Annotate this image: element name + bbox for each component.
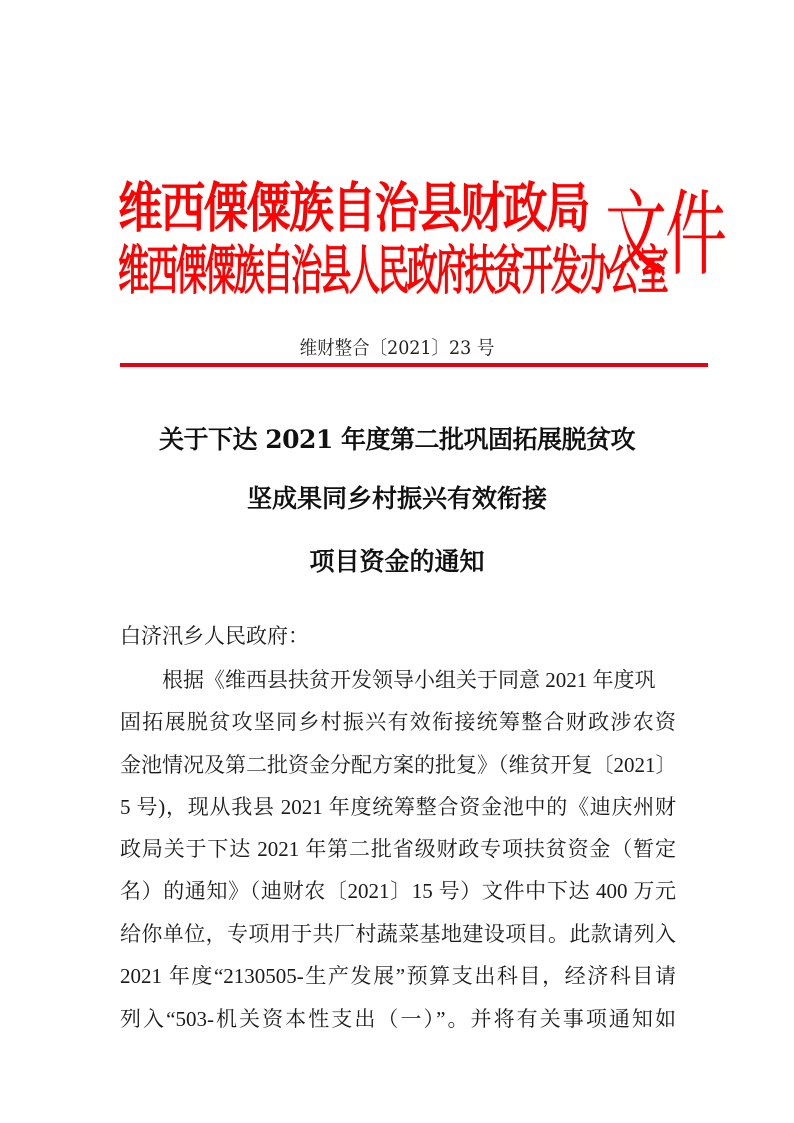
paragraph-line: 政局关于下达 2021 年第二批省级财政专项扶贫资金（暂定 <box>120 837 676 861</box>
paragraph-line: 固拓展脱贫攻坚同乡村振兴有效衔接统筹整合财政涉农资 <box>120 710 676 734</box>
paragraph-line: 给你单位，专项用于共厂村蔬菜基地建设项目。此款请列入 <box>120 922 676 946</box>
title-line-1: 关于下达 2021 年度第二批巩固拓展脱贫攻 <box>159 425 635 454</box>
paragraph-line: 根据《维西县扶贫开发领导小组关于同意 2021 年度巩 <box>120 668 656 692</box>
paragraph-line: 列入“503-机关资本性支出（一）”。并将有关事项通知如 <box>120 1007 676 1031</box>
title-line-3: 项目资金的通知 <box>309 547 485 576</box>
document-header <box>118 163 726 302</box>
salutation: 白济汛乡人民政府： <box>120 624 309 648</box>
issuer-poverty-office: 维西傈僳族自治县人民政府扶贫开发办公室 <box>118 239 667 302</box>
paragraph-line: 5 号)，现从我县 2021 年度统筹整合资金池中的《迪庆州财 <box>120 795 676 819</box>
paragraph-line: 金池情况及第二批资金分配方案的批复》（维贫开复〔2021〕 <box>120 753 677 777</box>
paragraph-line: 名）的通知》（迪财农〔2021〕15 号）文件中下达 400 万元 <box>120 879 676 903</box>
document-type-label: 文件 <box>605 179 726 289</box>
document-number: 维财整合〔2021〕23 号 <box>299 337 495 359</box>
title-line-2: 坚成果同乡村振兴有效衔接 <box>246 484 547 513</box>
red-divider-rule <box>120 363 708 367</box>
paragraph-line: 2021 年度“2130505-生产发展”预算支出科目，经济科目请 <box>120 964 676 988</box>
issuer-finance-bureau: 维西傈僳族自治县财政局 <box>118 177 589 241</box>
